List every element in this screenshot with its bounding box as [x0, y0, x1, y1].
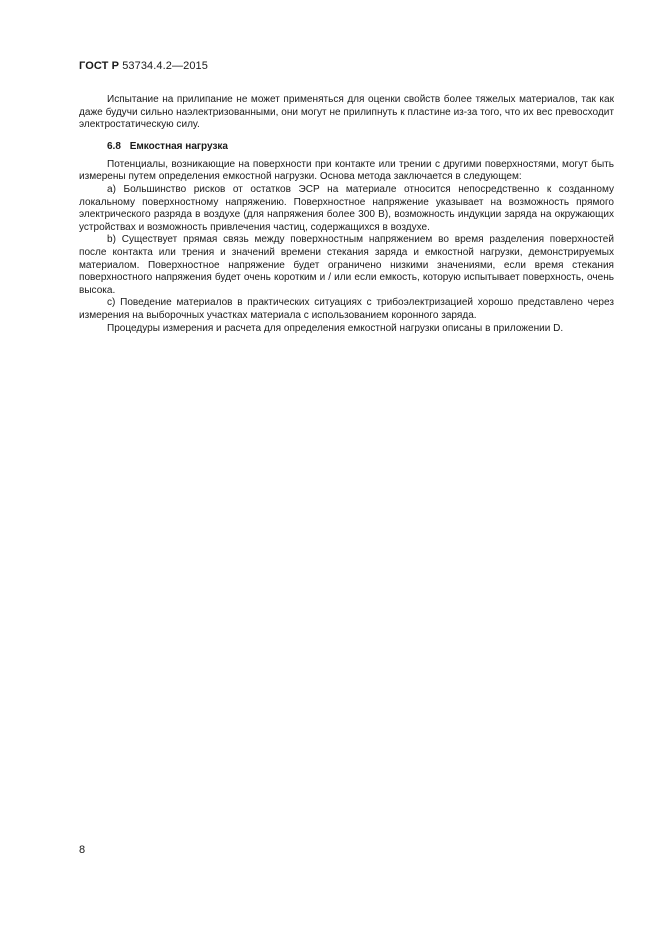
- section-paragraph-conclusion: Процедуры измерения и расчета для определения емкостной нагрузки описаны в приложении D.: [107, 322, 564, 334]
- document-header: [79, 59, 208, 73]
- section-paragraph-a: a) Большинство рисков от остатков ЭСР на материале относится непосредственно к созданному локальному поверхностному напряжению. Поверхностное напряжение указывает на возможность прямого электрического разряда в воздухе (для напряжения более 300 В), возможность индукции заряда на окружающих устройствах и возможность привлечения частиц, содержащихся в воздухе.: [79, 183, 614, 233]
- page-number: 8: [79, 844, 86, 856]
- standard-prefix: ГОСТ Р: [79, 60, 120, 72]
- section-title: Емкостная нагрузка: [129, 140, 228, 152]
- section-paragraph-c: c) Поведение материалов в практических ситуациях с трибоэлектризацией хорошо представлено через измерения на выборочных участках материала с использованием коронного заряда.: [79, 297, 614, 321]
- section-heading: [79, 140, 614, 153]
- section-paragraph-intro: Потенциалы, возникающие на поверхности при контакте или трении с другими поверхностями, могут быть измерены путем определения емкостной нагрузки. Основа метода заключается в следующем:: [79, 158, 614, 183]
- intro-paragraph: Испытание на прилипание не может применяться для оценки свойств более тяжелых материалов, так как даже будучи сильно наэлектризованными, они могут не прилипнуть к пластине из-за того, что их вес превосходит электростатическую силу.: [79, 94, 614, 131]
- section-number: 6.8: [107, 140, 121, 152]
- standard-number: 53734.4.2—2015: [122, 60, 208, 72]
- document-body: [79, 94, 614, 335]
- section-paragraph-b: b) Существует прямая связь между поверхностным напряжением во время разделения поверхностей после контакта или трения и значений времени стекания заряда и емкостной нагрузки, демонстрируемых материалом. Поверхностное напряжение будет ограничено низкими значениями, если время стекания поверхностного напряжения будет очень коротким и / или если емкость, которую испытывает поверхность, очень высока.: [79, 234, 614, 296]
